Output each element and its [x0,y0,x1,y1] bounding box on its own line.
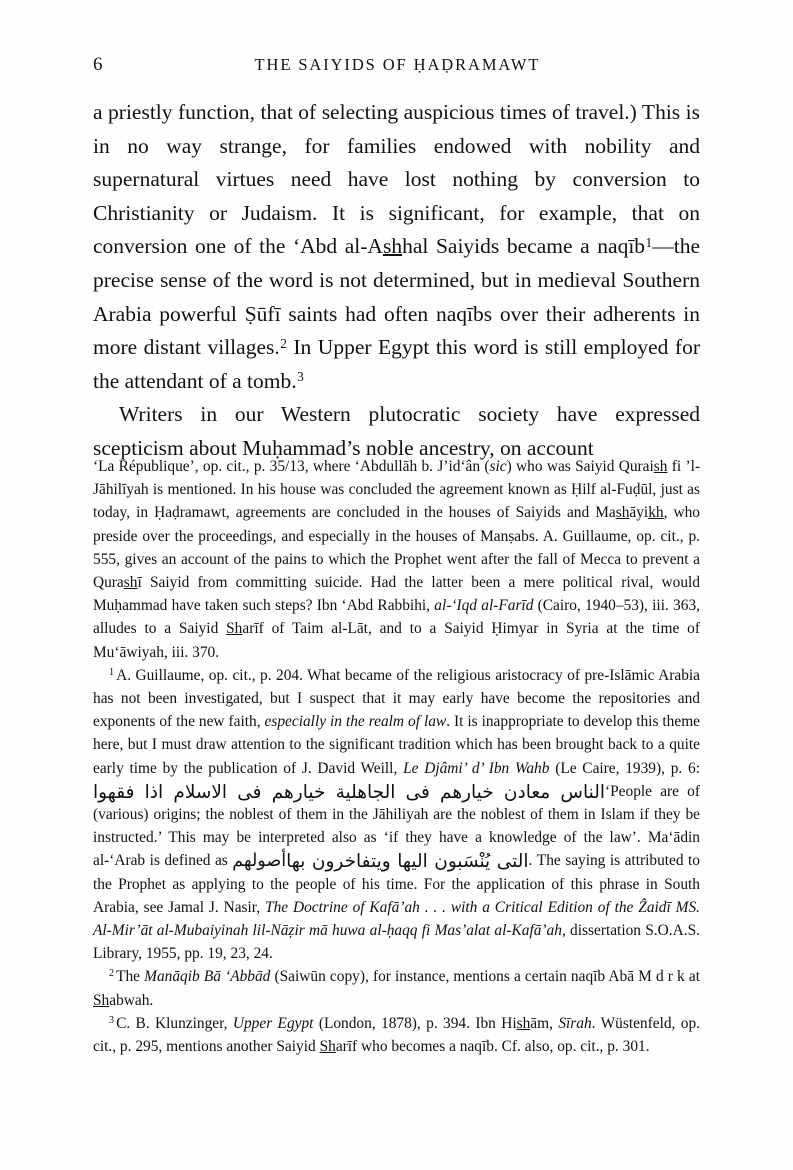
page-number: 6 [93,54,103,75]
body-p1-digraph-sh: sh [382,234,403,259]
body-paragraph-1 [93,96,700,398]
footnote-1-marker: 1 [109,666,115,678]
fn2-seg-a: The [116,968,145,986]
fn1-seg-b: . It is inappropriate to develop this theme here, but I must draw attention to the significant tradition which has been brought back to a quite early time by the publication of J. David Weill, [93,713,701,777]
footnote-2-marker: 2 [109,968,115,980]
fnc-seg-f: ī Saiyid from committing suicide. Had the latter been a mere political rival, would Muḥammad have taken such steps? Ibn ‘Abd Rabbihi, [93,574,700,615]
fn1-italic-1: especially in the realm of law [264,713,447,731]
fnc-seg-e: , who preside over the proceedings, and especially in the houses of Manṣabs. A. Guillaume, op. cit., p. 555, gives an account of the pains to which the Prophet went after the fall of Mecca to prevent a Qura [93,504,700,592]
fnc-digraph-sh-1: sh [653,458,668,475]
running-head [93,52,700,82]
fn1-seg-a: A. Guillaume, op. cit., p. 204. What became of the religious aristocracy of pre-Islāmic Arabia has not been investigated, but I suspect that it may early have become the repositories and exponents of the new faith, [93,666,700,731]
arabic-quotation-2: التى يُنْسَبون اليها ويتفاخرون بها [286,851,529,873]
body-text [93,96,700,466]
fnc-digraph-kh-1: kh [648,504,664,522]
fn1-seg-f: , dissertation S.O.A.S. Library, 1955, pp. 19, 23, 24. [93,922,700,963]
fnc-digraph-sh-3: sh [123,574,138,592]
fnc-sic: sic [489,458,507,475]
body-paragraph-2: Writers in our Western plutocratic society have expressed scepticism about Muḥammad’s noble ancestry, on account [93,402,700,460]
fn1-seg-e: . The saying is attributed to the Prophet as applying to the people of his time. For the application of this phrase in South Arabia, see Jamal J. Nasir, [93,852,701,916]
fnc-digraph-sh-4: Sh [226,620,243,638]
fnc-seg-g: (Cairo, 1940–53), iii. 363, alludes to a Saiyid [93,597,700,638]
fn1-title-djami: Le Djâmi’ d’ Ibn Wahb [403,759,550,777]
arabic-quotation-1: الناس معادن خيارهم فى الجاهلية خيارهم فى الاسلام اذا فقهوا [93,781,605,803]
footnote-3-marker: 3 [109,1014,115,1026]
body-p1-seg-d: In Upper Egypt this word is still employed for the attendant of a tomb. [93,335,700,393]
footnote-continued [93,455,700,664]
running-head-title: THE SAIYIDS OF ḤAḌRAMAWT [254,55,541,74]
fn3-title-upper-egypt: Upper Egypt [232,1014,314,1032]
fn1-seg-d: ‘People are of (various) origins; the noblest of them in the Jāhiliyah are the noblest of them in Islam if they be instructed.’ This may be interpreted also as ‘if they have a knowledge of the law’. Ma‘ādin al-‘Arab is defined as [93,782,700,870]
fnc-seg-d: āyi [629,504,649,522]
fn1-title-kafaah: The Doctrine of Kafā’ah . . . with a Critical Edition of the Ẑaidī MS. Al-Mir’āt al-Mubaiyinah lil-Nāẓir mā huwa al-ḥaqq fi Mas’alat al-Kafā’ah [93,898,700,940]
footnote-ref-1[interactable]: 1 [645,234,653,250]
fn3-title-sirah: Sīrah [558,1014,592,1032]
body-p1-seg-b: hal Saiyids became a naqīb [402,234,646,259]
fnc-digraph-sh-2: sh [615,504,630,522]
footnote-1 [93,664,700,966]
fn3-seg-e: arīf who becomes a naqīb. Cf. also, op. cit., p. 301. [335,1038,650,1056]
fn2-seg-b: (Saiwūn copy), for instance, mentions a certain naqīb Abā M d r k at [270,968,700,986]
footnote-3 [93,1012,700,1058]
fn3-seg-c: ām, [530,1014,559,1032]
body-p1-seg-a: a priestly function, that of selecting auspicious times of travel.) This is in no way strange, for families endowed with nobility and supernatural virtues need have lost nothing by conversion to Christianity or Judaism. It is significant, for example, that on conversion one of the ‘Abd al-A [93,100,700,259]
footnote-block [93,455,700,1058]
fn2-title-manaqib: Manāqib Bā ‘Abbād [144,968,271,986]
fn2-digraph-sh-1: Sh [93,991,110,1009]
fnc-seg-a: ‘La République’, op. cit., p. 35/13, where ‘Abdullāh b. J’id‘ân ( [93,458,490,475]
footnote-ref-2[interactable]: 2 [280,335,287,351]
fnc-seg-h: arīf of Taim al-Lāt, and to a Saiyid Ḥimyar in Syria at the time of Mu‘āwiyah, iii. 370. [93,620,700,661]
fnc-title-iqd: al-‘Iqd al-Farīd [434,597,534,615]
fn3-digraph-sh-1: sh [516,1014,531,1032]
fn2-seg-c: abwah. [109,991,154,1009]
fn3-digraph-sh-2: Sh [319,1038,336,1056]
footnote-ref-3[interactable]: 3 [297,369,304,385]
fn1-seg-c: (Le Caire, 1939), p. 6: [549,759,700,777]
fn3-seg-a: C. B. Klunzinger, [116,1014,233,1032]
body-p1-seg-c: —the precise sense of the word is not determined, but in medieval Southern Arabia powerful Ṣūfī saints had often naqībs over their adherents in more distant villages. [93,234,700,360]
fnc-seg-b: ) who was Saiyid Qurai [506,458,654,475]
footnote-2 [93,965,700,1011]
fnc-seg-c: fi ’l-Jāhilīyah is mentioned. In his house was concluded the agreement known as Ḥilf al-Fuḍūl, just as today, in Ḥaḍramawt, agreements are concluded in the houses of Saiyids and Ma [93,458,700,522]
arabic-term-usulihim: أصولهم [232,851,287,872]
fn3-seg-b: (London, 1878), p. 394. Ibn Hi [313,1014,517,1032]
fn3-seg-d: . Wüstenfeld, op. cit., p. 295, mentions another Saiyid [93,1014,700,1056]
